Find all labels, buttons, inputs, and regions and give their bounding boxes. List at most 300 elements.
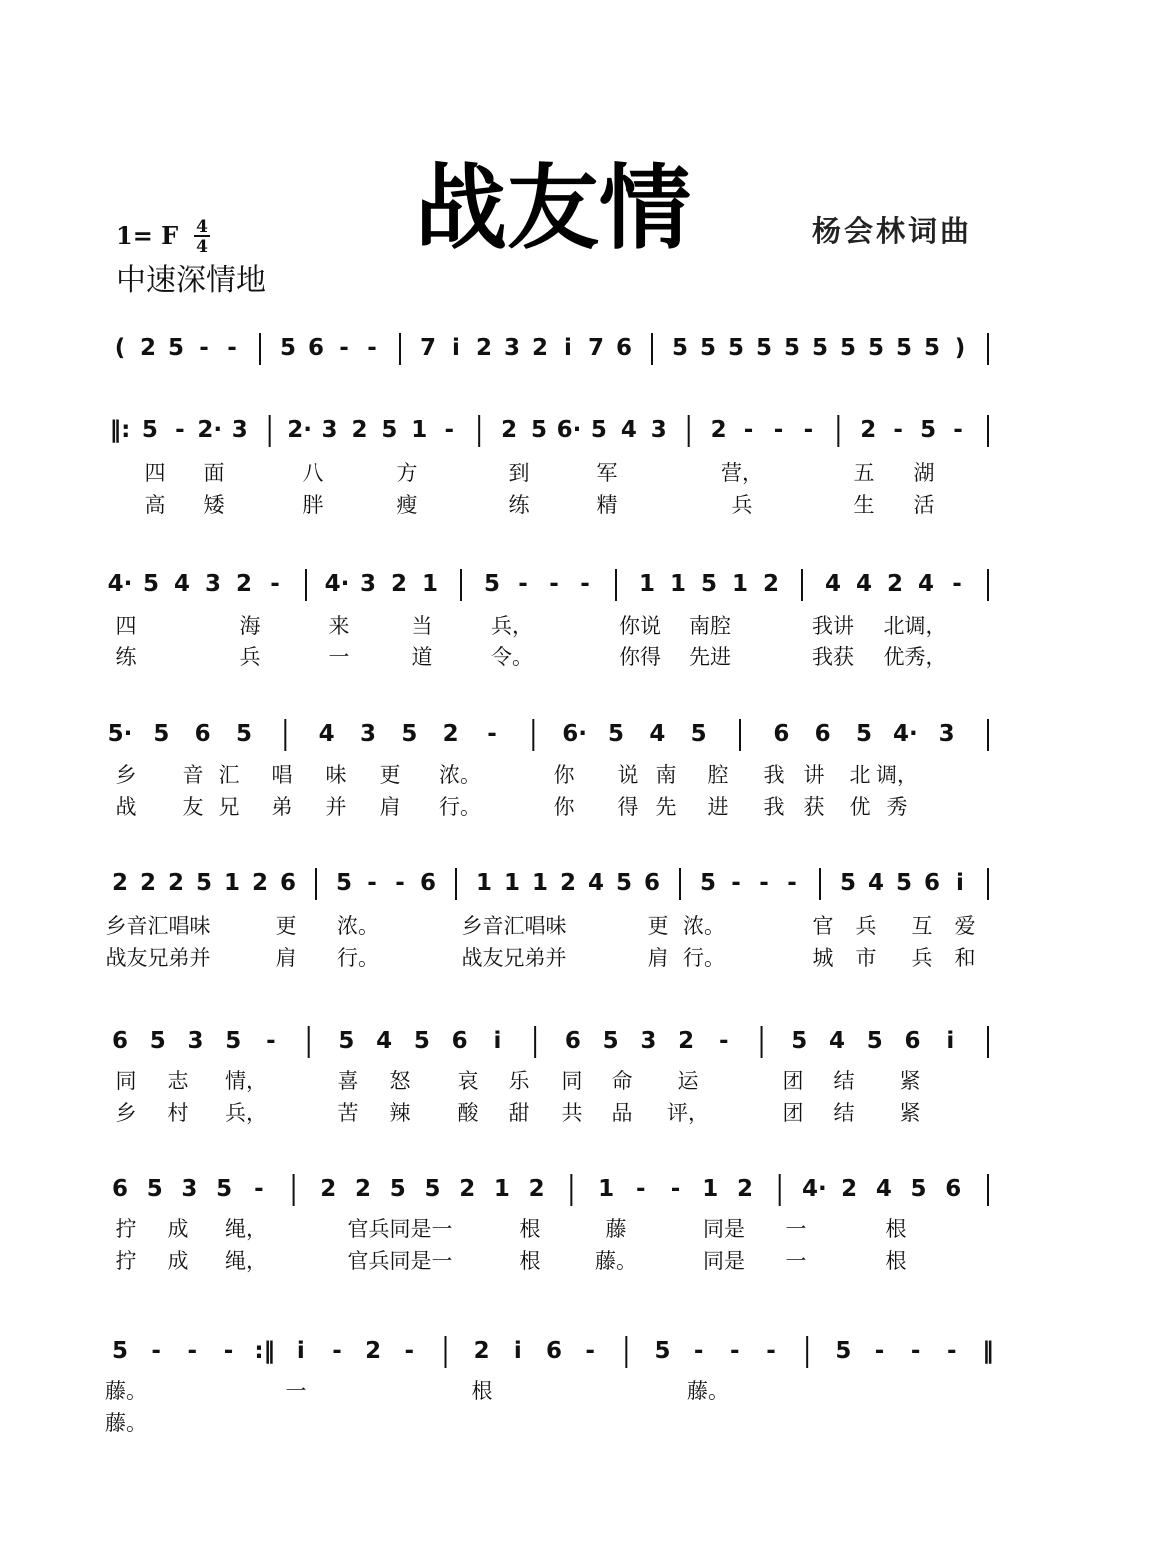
note-symbol: 5 bbox=[910, 1176, 927, 1202]
note-symbol: 2 bbox=[886, 571, 904, 597]
note-symbol: 5 bbox=[146, 1176, 163, 1202]
note-symbol: 6 bbox=[451, 1028, 468, 1054]
score-row bbox=[115, 333, 988, 365]
lyric-syllable: 市 bbox=[855, 946, 877, 970]
note-symbol: 4 bbox=[829, 1028, 846, 1054]
lyric-syllable: 一 bbox=[285, 1379, 307, 1403]
lyric-syllable: 优 bbox=[849, 795, 871, 819]
note-dash: - bbox=[874, 1338, 885, 1364]
lyric-syllable: 我获 bbox=[812, 645, 854, 669]
lyric-syllable: 音 bbox=[182, 763, 204, 787]
lyric-syllable: 调， bbox=[876, 763, 918, 787]
lyric-syllable: 乡 bbox=[115, 1101, 137, 1125]
note-symbol: 5 bbox=[149, 1028, 166, 1054]
note-symbol: 6 bbox=[945, 1176, 962, 1202]
note-symbol: 2 bbox=[559, 870, 577, 896]
note-symbol: 3 bbox=[359, 571, 377, 597]
note-symbol: 2 bbox=[167, 870, 185, 896]
note-symbol: 5 bbox=[279, 335, 297, 361]
lyric-syllable: 练 bbox=[115, 645, 137, 669]
lyric-syllable: 获 bbox=[803, 795, 825, 819]
lyric-syllable: 酸 bbox=[457, 1101, 479, 1125]
note-symbol: 5 bbox=[855, 721, 873, 747]
note-symbol: 5 bbox=[755, 335, 773, 361]
note-symbol: 6 bbox=[615, 335, 633, 361]
note-symbol: 5 bbox=[142, 571, 160, 597]
note-symbol: 1 bbox=[411, 417, 428, 443]
lyric-syllable: 紧 bbox=[899, 1069, 921, 1093]
lyric-syllable: 道 bbox=[411, 645, 433, 669]
note-symbol: i bbox=[296, 1338, 305, 1364]
score-row bbox=[112, 1174, 988, 1274]
lyric-syllable: 乡 bbox=[115, 763, 137, 787]
note-dash: - bbox=[227, 335, 237, 361]
note-symbol: 6 bbox=[419, 870, 437, 896]
note-symbol: 5· bbox=[107, 721, 133, 747]
lyric-syllable: 弟 bbox=[271, 795, 293, 819]
lyric-syllable: 秀 bbox=[886, 795, 908, 819]
lyric-syllable: 哀 bbox=[457, 1069, 479, 1093]
lyric-syllable: 藤 bbox=[605, 1217, 627, 1241]
note-symbol: 1 bbox=[531, 870, 549, 896]
lyric-syllable: 一 bbox=[785, 1249, 807, 1273]
lyric-syllable: 成 bbox=[167, 1217, 189, 1241]
note-dash: - bbox=[953, 417, 963, 443]
note-symbol: 4 bbox=[855, 571, 873, 597]
lyric-syllable: 藤。 bbox=[687, 1379, 729, 1403]
lyric-syllable: 兵 bbox=[911, 946, 933, 970]
lyric-syllable: 当 bbox=[411, 614, 433, 638]
note-symbol: 1 bbox=[421, 571, 439, 597]
lyric-syllable: 腔 bbox=[707, 763, 729, 787]
lyric-syllable: 四 bbox=[115, 614, 137, 638]
score-rows bbox=[105, 333, 994, 1435]
lyric-syllable: 友 bbox=[182, 795, 204, 819]
note-symbol: 1 bbox=[598, 1176, 615, 1202]
note-dash: - bbox=[693, 1338, 704, 1364]
score-row bbox=[105, 1336, 994, 1435]
lyric-syllable: 你说 bbox=[619, 614, 661, 638]
note-dash: - bbox=[636, 1176, 646, 1202]
note-symbol: 5 bbox=[389, 1176, 406, 1202]
note-symbol: 5 bbox=[111, 1338, 129, 1364]
note-symbol: 2 bbox=[473, 1338, 490, 1364]
lyric-syllable: 唱 bbox=[271, 763, 293, 787]
lyric-syllable: 紧 bbox=[899, 1101, 921, 1125]
lyric-syllable: 更 bbox=[379, 763, 401, 787]
note-symbol: 2 bbox=[860, 417, 877, 443]
note-dash: - bbox=[367, 335, 377, 361]
lyric-syllable: 说 bbox=[617, 763, 639, 787]
note-symbol: 2 bbox=[390, 571, 408, 597]
note-symbol: 3 bbox=[231, 417, 248, 443]
note-symbol: 5 bbox=[413, 1028, 430, 1054]
song-title: 战友情 bbox=[414, 155, 692, 262]
lyric-syllable: 练 bbox=[508, 493, 530, 517]
lyric-syllable: 军 bbox=[596, 461, 618, 485]
note-symbol: 5 bbox=[654, 1338, 671, 1364]
note-symbol: ) bbox=[954, 335, 966, 361]
note-symbol: 2 bbox=[528, 1176, 545, 1202]
note-dash: - bbox=[518, 571, 528, 597]
lyric-syllable: 海 bbox=[239, 614, 261, 638]
lyric-syllable: 行。 bbox=[683, 946, 725, 970]
lyric-syllable: 得 bbox=[617, 795, 639, 819]
note-symbol: 3 bbox=[187, 1028, 204, 1054]
lyric-syllable: 进 bbox=[707, 795, 729, 819]
note-dash: - bbox=[670, 1176, 681, 1202]
lyric-syllable: 怒 bbox=[389, 1069, 411, 1093]
note-symbol: 5 bbox=[401, 721, 418, 747]
lyric-syllable: 矮 bbox=[203, 493, 225, 517]
note-symbol: 4· bbox=[892, 721, 918, 747]
lyric-syllable: 你 bbox=[553, 763, 575, 787]
note-symbol: 4 bbox=[376, 1028, 393, 1054]
note-dash: - bbox=[270, 571, 280, 597]
note-dash: - bbox=[332, 1338, 342, 1364]
lyric-syllable: 方 bbox=[396, 461, 418, 485]
lyric-syllable: 共 bbox=[561, 1101, 583, 1125]
lyric-syllable: 同是 bbox=[703, 1217, 745, 1241]
lyric-syllable: 同 bbox=[115, 1069, 137, 1093]
lyric-syllable: 情， bbox=[225, 1069, 267, 1093]
note-symbol: 5 bbox=[195, 870, 213, 896]
note-symbol: 4 bbox=[620, 417, 637, 443]
lyric-syllable: 同 bbox=[561, 1069, 583, 1093]
note-dash: - bbox=[766, 1338, 776, 1364]
note-symbol: 5 bbox=[141, 417, 158, 443]
note-symbol: 5 bbox=[671, 335, 689, 361]
lyric-syllable: 官 bbox=[812, 914, 834, 938]
lyric-syllable: 乡音汇唱味 bbox=[105, 914, 211, 938]
lyric-syllable: 兄 bbox=[218, 795, 240, 819]
note-symbol: 1 bbox=[493, 1176, 510, 1202]
note-symbol: 3 bbox=[321, 417, 338, 443]
note-symbol: 2 bbox=[501, 417, 518, 443]
note-symbol: 6 bbox=[564, 1028, 581, 1054]
note-symbol: 5 bbox=[338, 1028, 355, 1054]
lyric-syllable: 一 bbox=[328, 645, 350, 669]
note-symbol: 5 bbox=[483, 571, 501, 597]
lyric-syllable: 结 bbox=[833, 1101, 855, 1125]
lyric-syllable: 高 bbox=[144, 493, 166, 517]
lyric-syllable: 浓。 bbox=[683, 914, 725, 938]
lyric-syllable: 苦 bbox=[337, 1101, 359, 1125]
note-symbol: 2 bbox=[351, 417, 368, 443]
note-dash: - bbox=[719, 1028, 729, 1054]
note-symbol: 5 bbox=[531, 417, 548, 443]
score-row bbox=[106, 868, 989, 970]
lyric-syllable: 甜 bbox=[508, 1101, 530, 1125]
note-symbol: 5 bbox=[791, 1028, 808, 1054]
note-dash: - bbox=[175, 417, 185, 443]
note-symbol: 4 bbox=[649, 721, 666, 747]
lyric-syllable: 南 bbox=[655, 763, 677, 787]
note-dash: - bbox=[947, 1338, 957, 1364]
time-signature-top: 4 bbox=[196, 217, 208, 237]
note-symbol: 5 bbox=[607, 721, 625, 747]
note-symbol: ‖: bbox=[109, 417, 131, 443]
lyric-syllable: 浓。 bbox=[439, 763, 481, 787]
note-symbol: 4· bbox=[107, 571, 133, 597]
score-row bbox=[112, 1026, 988, 1126]
lyric-syllable: 战友兄弟并 bbox=[105, 946, 211, 970]
note-symbol: 6 bbox=[307, 335, 325, 361]
note-symbol: 2 bbox=[736, 1176, 753, 1202]
lyric-syllable: 和 bbox=[954, 946, 976, 970]
note-symbol: 6· bbox=[562, 721, 588, 747]
note-symbol: 4 bbox=[824, 571, 842, 597]
lyric-syllable: 城 bbox=[812, 946, 834, 970]
note-symbol: 4· bbox=[802, 1176, 827, 1202]
lyric-syllable: 先进 bbox=[689, 645, 731, 669]
lyric-syllable: 生 bbox=[853, 493, 875, 517]
lyric-syllable: 行。 bbox=[439, 795, 481, 819]
note-dash: - bbox=[893, 417, 903, 443]
note-dash: - bbox=[199, 335, 209, 361]
note-symbol: i bbox=[564, 335, 572, 361]
lyric-syllable: 我讲 bbox=[812, 614, 854, 638]
note-dash: - bbox=[339, 335, 349, 361]
note-symbol: 5 bbox=[381, 417, 398, 443]
note-symbol: 2 bbox=[710, 417, 727, 443]
note-symbol: 2 bbox=[841, 1176, 858, 1202]
lyric-syllable: 品 bbox=[611, 1101, 633, 1125]
lyric-syllable: 精 bbox=[596, 493, 618, 517]
note-symbol: 5 bbox=[216, 1176, 233, 1202]
lyric-syllable: 兵， bbox=[491, 614, 533, 638]
lyric-syllable: 你得 bbox=[619, 645, 661, 669]
note-symbol: 1 bbox=[223, 870, 241, 896]
note-symbol: 3 bbox=[503, 335, 521, 361]
note-symbol: 3 bbox=[359, 721, 377, 747]
note-symbol: ‖ bbox=[982, 1338, 994, 1364]
lyric-syllable: 来 bbox=[328, 614, 350, 638]
lyric-syllable: 一 bbox=[785, 1217, 807, 1241]
lyric-syllable: 五 bbox=[853, 461, 875, 485]
note-symbol: 4 bbox=[917, 571, 935, 597]
note-symbol: i bbox=[513, 1338, 522, 1364]
note-symbol: 5 bbox=[153, 721, 170, 747]
note-symbol: 2 bbox=[475, 335, 493, 361]
lyric-syllable: 瘦 bbox=[396, 493, 418, 517]
lyric-syllable: 面 bbox=[203, 461, 225, 485]
note-symbol: 2 bbox=[678, 1028, 695, 1054]
note-dash: - bbox=[731, 870, 741, 896]
note-symbol: i bbox=[493, 1028, 502, 1054]
note-dash: - bbox=[773, 417, 784, 443]
note-symbol: 6 bbox=[814, 721, 831, 747]
lyric-syllable: 南腔 bbox=[689, 614, 731, 638]
lyric-syllable: 营， bbox=[721, 461, 763, 485]
lyric-syllable: 更 bbox=[275, 914, 297, 938]
note-dash: - bbox=[367, 870, 377, 896]
note-symbol: 5 bbox=[699, 335, 717, 361]
note-symbol: 5 bbox=[602, 1028, 619, 1054]
note-symbol: 1 bbox=[638, 571, 656, 597]
note-symbol: 5 bbox=[811, 335, 829, 361]
lyric-syllable: 胖 bbox=[302, 493, 324, 517]
note-symbol: 2 bbox=[459, 1176, 476, 1202]
lyric-syllable: 味 bbox=[325, 763, 347, 787]
note-symbol: 2 bbox=[139, 335, 157, 361]
note-dash: - bbox=[580, 571, 590, 597]
lyric-syllable: 到 bbox=[508, 461, 530, 485]
note-symbol: 1 bbox=[731, 571, 749, 597]
lyric-syllable: 志 bbox=[167, 1069, 189, 1093]
lyric-syllable: 肩 bbox=[647, 946, 669, 970]
lyric-syllable: 结 bbox=[833, 1069, 855, 1093]
note-dash: - bbox=[444, 417, 455, 443]
note-symbol: 5 bbox=[866, 1028, 883, 1054]
lyric-syllable: 互 bbox=[911, 914, 933, 938]
note-symbol: 6 bbox=[545, 1338, 563, 1364]
lyric-syllable: 同是 bbox=[703, 1249, 745, 1273]
note-symbol: 6 bbox=[773, 721, 790, 747]
key-signature: 1= F bbox=[116, 221, 179, 250]
note-symbol: 6· bbox=[556, 417, 582, 443]
note-symbol: 5 bbox=[923, 335, 941, 361]
note-symbol: 2· bbox=[197, 417, 223, 443]
note-symbol: 5 bbox=[690, 721, 707, 747]
note-symbol: 5 bbox=[867, 335, 885, 361]
note-symbol: 7 bbox=[587, 335, 605, 361]
lyric-syllable: 官兵同是一 bbox=[347, 1249, 453, 1273]
note-symbol: 5 bbox=[727, 335, 745, 361]
lyric-syllable: 根 bbox=[885, 1217, 907, 1241]
lyric-syllable: 更 bbox=[647, 914, 669, 938]
note-symbol: 4 bbox=[875, 1176, 892, 1202]
lyric-syllable: 我 bbox=[763, 763, 785, 787]
lyric-syllable: 成 bbox=[167, 1249, 189, 1273]
score-row bbox=[110, 415, 988, 517]
lyric-syllable: 北调， bbox=[883, 614, 947, 638]
note-symbol: 3 bbox=[650, 417, 667, 443]
lyric-syllable: 讲 bbox=[803, 763, 825, 787]
note-symbol: 6 bbox=[111, 1176, 129, 1202]
note-dash: - bbox=[266, 1028, 276, 1054]
lyric-syllable: 兵 bbox=[239, 645, 261, 669]
note-symbol: 2 bbox=[442, 721, 459, 747]
note-symbol: 3 bbox=[640, 1028, 657, 1054]
lyric-syllable: 根 bbox=[519, 1217, 541, 1241]
note-dash: - bbox=[404, 1338, 415, 1364]
note-symbol: 1 bbox=[475, 870, 493, 896]
note-dash: - bbox=[787, 870, 797, 896]
note-symbol: 5 bbox=[920, 417, 937, 443]
time-signature-bottom: 4 bbox=[196, 237, 208, 257]
note-symbol: i bbox=[452, 335, 460, 361]
note-symbol: 2 bbox=[139, 870, 157, 896]
note-symbol: 4 bbox=[318, 721, 335, 747]
note-dash: - bbox=[910, 1338, 921, 1364]
note-symbol: 2 bbox=[355, 1176, 372, 1202]
note-symbol: 5 bbox=[700, 571, 718, 597]
lyric-syllable: 兵 bbox=[855, 914, 877, 938]
note-symbol: 2 bbox=[235, 571, 253, 597]
note-dash: - bbox=[223, 1338, 234, 1364]
note-symbol: 5 bbox=[235, 721, 253, 747]
note-dash: - bbox=[395, 870, 405, 896]
lyric-syllable: 官兵同是一 bbox=[347, 1217, 453, 1241]
lyric-syllable: 运 bbox=[677, 1069, 699, 1093]
note-symbol: 2 bbox=[365, 1338, 382, 1364]
lyric-syllable: 北 bbox=[849, 763, 871, 787]
note-symbol: 6 bbox=[923, 870, 941, 896]
lyric-syllable: 先 bbox=[655, 795, 677, 819]
lyric-syllable: 藤。 bbox=[105, 1411, 147, 1435]
lyric-syllable: 浓。 bbox=[337, 914, 379, 938]
lyric-syllable: 辣 bbox=[389, 1101, 411, 1125]
lyric-syllable: 评， bbox=[667, 1101, 709, 1125]
note-symbol: 3 bbox=[181, 1176, 198, 1202]
lyric-syllable: 肩 bbox=[275, 946, 297, 970]
note-symbol: 6 bbox=[194, 721, 211, 747]
note-symbol: 5 bbox=[839, 870, 857, 896]
lyric-syllable: 绳， bbox=[225, 1217, 267, 1241]
note-symbol: 2 bbox=[320, 1176, 337, 1202]
note-symbol: 6 bbox=[904, 1028, 921, 1054]
lyric-syllable: 汇 bbox=[218, 763, 240, 787]
note-symbol: 5 bbox=[895, 335, 913, 361]
note-symbol: :‖ bbox=[254, 1338, 276, 1364]
note-symbol: 7 bbox=[419, 335, 437, 361]
lyric-syllable: 八 bbox=[302, 461, 324, 485]
note-symbol: i bbox=[956, 870, 964, 896]
note-symbol: 5 bbox=[225, 1028, 242, 1054]
note-symbol: ( bbox=[114, 335, 126, 361]
score-row bbox=[108, 569, 988, 670]
note-symbol: 6 bbox=[279, 870, 297, 896]
note-dash: - bbox=[254, 1176, 264, 1202]
lyric-syllable: 令。 bbox=[491, 645, 533, 669]
lyric-syllable: 拧 bbox=[115, 1217, 137, 1241]
note-symbol: 2 bbox=[251, 870, 269, 896]
lyric-syllable: 战友兄弟并 bbox=[461, 946, 567, 970]
lyric-syllable: 我 bbox=[763, 795, 785, 819]
note-symbol: 5 bbox=[839, 335, 857, 361]
lyric-syllable: 并 bbox=[325, 795, 347, 819]
lyric-syllable: 兵， bbox=[225, 1101, 267, 1125]
note-dash: - bbox=[487, 721, 497, 747]
note-symbol: 4 bbox=[867, 870, 885, 896]
note-symbol: 5 bbox=[699, 870, 717, 896]
note-symbol: 1 bbox=[669, 571, 687, 597]
note-symbol: 1 bbox=[702, 1176, 719, 1202]
note-symbol: 2 bbox=[111, 870, 129, 896]
note-symbol: 4 bbox=[587, 870, 605, 896]
note-symbol: 6 bbox=[111, 1028, 129, 1054]
lyric-syllable: 团 bbox=[782, 1101, 804, 1125]
note-symbol: 5 bbox=[895, 870, 913, 896]
note-symbol: 2 bbox=[531, 335, 549, 361]
note-symbol: 5 bbox=[167, 335, 185, 361]
note-dash: - bbox=[759, 870, 769, 896]
note-symbol: 6 bbox=[643, 870, 661, 896]
note-symbol: 4· bbox=[324, 571, 350, 597]
lyric-syllable: 行。 bbox=[337, 946, 379, 970]
note-symbol: 2 bbox=[762, 571, 780, 597]
lyric-syllable: 活 bbox=[913, 493, 935, 517]
note-dash: - bbox=[803, 417, 814, 443]
lyric-syllable: 乡音汇唱味 bbox=[461, 914, 567, 938]
note-symbol: i bbox=[946, 1028, 955, 1054]
tempo-marking: 中速深情地 bbox=[116, 263, 266, 298]
lyric-syllable: 藤。 bbox=[595, 1249, 637, 1273]
note-dash: - bbox=[952, 571, 962, 597]
note-symbol: 4 bbox=[173, 571, 191, 597]
note-dash: - bbox=[549, 571, 559, 597]
